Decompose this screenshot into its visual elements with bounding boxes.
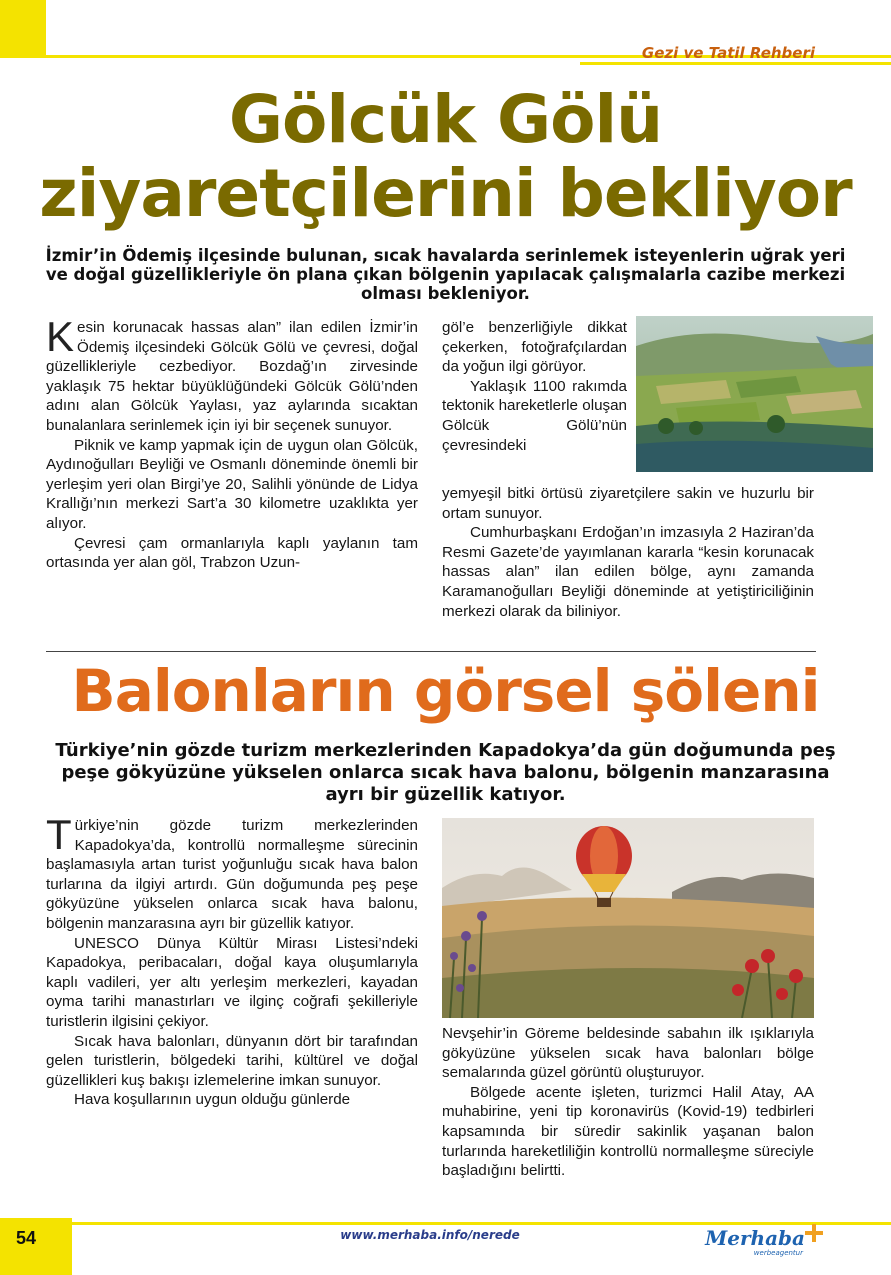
dropcap: K (46, 313, 75, 360)
article2-paragraph: Sıcak hava balonları, dünyanın dört bir tarafından gelen turistlerin, bölgedeki tarihi, kültürel ve doğal güzellikleri kuş bakışı izlemelerine imkan sunuyor. (46, 1032, 418, 1089)
article1-paragraph: yemyeşil bitki örtüsü ziyaretçilere sakin ve huzurlu bir ortam sunuyor. (442, 485, 814, 522)
article2-paragraph: UNESCO Dünya Kültür Mirası Listesi’ndeki Kapadokya, peribacaları, doğal kaya oluşumlarıyla kaplı vadileri, yer altı yerleşim merkezleri, kayadan oyma tarihi manastırları ve ilginç coğrafi şekilleriyle turistlerin ilgisini çekiyor. (46, 934, 418, 1030)
article1-title-line1: Gölcük Gölü (228, 81, 663, 158)
article2-column2 (442, 1024, 814, 1181)
article2-paragraph: Hava koşullarının uygun olduğu günlerde (74, 1091, 351, 1109)
article1-lead: İzmir’in Ödemiş ilçesinde bulunan, sıcak havalarda serinlemek isteyenlerin uğrak yeri ve doğal güzellikleriyle ön plana çıkan bölgenin yapılacak çalışmalarla cazibe merkezi olması bekleniyor. (45, 246, 846, 303)
article1-paragraph: Yaklaşık 1100 rakımda tektonik hareketlerle oluşan Gölcük Gölü’nün çevresindeki (442, 377, 627, 454)
article1-paragraph: Cumhurbaşkanı Erdoğan’ın imzasıyla 2 Haziran’da Resmi Gazete’de yayımlanan kararla “kesin korunacak hassas alan” ilan edilen bölge, aynı zamanda Karamanoğulları Beyliği döneminde at yetiştiriciliğinin merkezi olarak da biliniyor. (442, 524, 814, 620)
article1-paragraph: göl’e benzerliğiyle dikkat çekerken, fotoğrafçılardan da yoğun ilgi görüyor. (442, 319, 627, 376)
footer-rule (0, 1222, 891, 1225)
article1-title-line2: ziyaretçilerini bekliyor (39, 155, 852, 232)
corner-accent (0, 0, 46, 58)
article2-column1 (46, 811, 418, 1110)
article2-lead: Türkiye’nin gözde turizm merkezlerinden Kapadokya’da gün doğumunda peş peşe gökyüzüne yükselen onlarca sıcak hava balonu, bölgenin manzarasına ayrı bir güzellik katıyor. (55, 740, 836, 805)
lake-photo (636, 316, 873, 472)
article2-paragraph: Nevşehir’in Göreme beldesinde sabahın ilk ışıklarıyla gökyüzüne yükselen sıcak hava balonları bölge semalarında güzel görüntü oluşturuyor. (442, 1025, 814, 1082)
article2-paragraph: Türkiye’nin gözde turizm merkezlerinden Kapadokya’da, kontrollü normalleşme sürecinin başlamasıyla artan turist yoğunluğu sıcak hava balon turlarına da ilgiyi artırdı. Gün doğumunda peş peşe gökyüzüne yükselen onlarca sıcak hava balonu, bölgenin manzarasına ayrı bir güzellik katıyor. (46, 811, 418, 932)
article2-title: Balonların görsel şöleni (71, 657, 820, 725)
section-rule (580, 62, 891, 65)
merhaba-logo-subtitle: werbeagentur (753, 1249, 803, 1257)
footer-url-link[interactable]: www.merhaba.info/nerede (340, 1228, 520, 1242)
article1-column2-narrow (442, 318, 627, 455)
article1-paragraph: Kesin korunacak hassas alan” ilan edilen İzmir’in Ödemiş ilçesindeki Gölcük Gölü ve çevresi, doğal güzellikleriyle cezbediyor. Bozdağ’ın zirvesinde yaklaşık 75 hektar büyüklüğündeki Gölcük Gölü’nden adını alan Gölcük Yaylası, yaz aylarında sıcaktan bunalanlara serinlemek için iyi bir seçenek sunuyor. (46, 313, 418, 434)
article1-column2-wide (442, 484, 814, 621)
article1-paragraph: Piknik ve kamp yapmak için de uygun olan Gölcük, Aydınoğulları Beyliği ve Osmanlı döneminde önemli bir yerleşim yeri olan Birgi’ye 20, Salihli yönünde de Lidya Krallığı’nın merkezi Sart’a 30 kilometre uzaklıkta yer alıyor. (46, 436, 418, 532)
page-number: 54 (16, 1228, 37, 1248)
section-label: Gezi ve Tatil Rehberi (641, 44, 815, 62)
merhaba-logo: Merhaba (705, 1226, 805, 1250)
balloon-photo (442, 818, 814, 1018)
article2-paragraph: Bölgede acente işleten, turizmci Halil Atay, AA muhabirine, yeni tip koronavirüs (Kovid-19) tedbirleri kapsamında bir süredir sakinlik yaşanan balon turlarında hareketliliğin kontrollü normalleşme süreciyle başladığını belirtti. (442, 1083, 814, 1180)
article-divider (46, 651, 816, 652)
dropcap: T (46, 811, 72, 858)
article1-column1 (46, 313, 418, 573)
logo-plus-icon (803, 1222, 825, 1244)
article1-paragraph: Çevresi çam ormanlarıyla kaplı yaylanın tam ortasında yer alan göl, Trabzon Uzun- (46, 534, 418, 572)
